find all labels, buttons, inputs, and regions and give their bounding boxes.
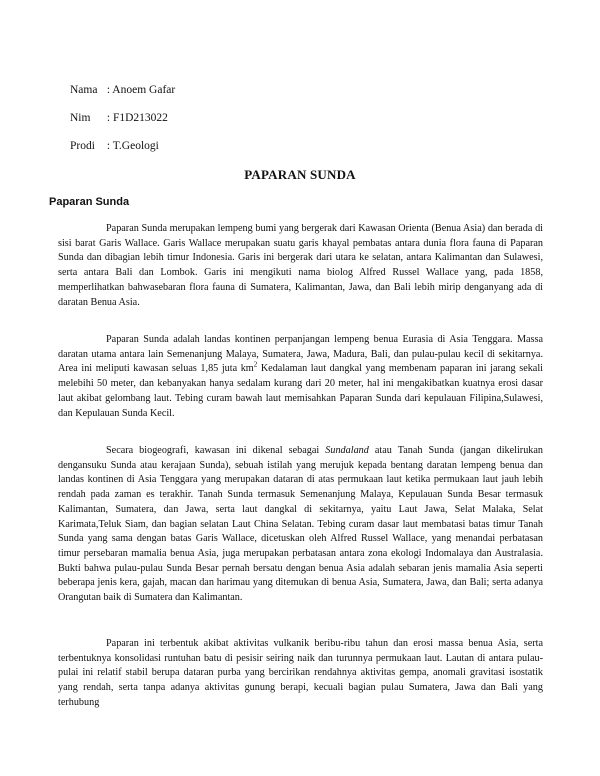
section-heading: Paparan Sunda xyxy=(49,196,130,208)
name-line xyxy=(70,84,175,96)
sundaland-term: Sundaland xyxy=(325,445,369,456)
prodi-label: Prodi xyxy=(70,140,95,152)
prodi-value: : T.Geologi xyxy=(106,140,159,152)
paragraph-4: Paparan ini terbentuk akibat aktivitas vulkanik beribu-ribu tahun dan erosi massa benua Asia, serta terbentuknya konsolidasi runtuhan batu di pesisir seiring naik dan turunnya permukaan laut. Lautan di antara pulau-pulai ini relatif stabil berupa dataran purba yang bercirikan rendahnya aktivitas gempa, anomali gravitasi isostatik yang rendah, serta tanpa adanya aktivitas gunung berapi, kecuali bagian pulau Sumatera, Jawa dan Bali yang terhubung xyxy=(58,638,543,708)
prodi-line xyxy=(70,140,159,152)
superscript-2: 2 xyxy=(253,361,258,370)
name-label: Nama xyxy=(70,84,98,96)
paragraph-2-text-a: Paparan Sunda adalah landas kontinen perpanjangan lempeng benua Eurasia di Asia Tenggara. Massa daratan utama antara lain Semenanjung Malaya, Sumatera, Jawa, Madura, Bali, dan pulau-pulau kecil di sekitarnya. Area ini meliputi kawasan seluas 1,85 juta km xyxy=(58,334,543,375)
paragraph-2 xyxy=(58,333,543,421)
nim-line xyxy=(70,112,168,124)
paragraph-2-text-b: Kedalaman laut dangkal yang membenam paparan ini jarang sekali melebihi 50 meter, dan kebanyakan hanya sedalam kurang dari 20 meter, hal ini mengakibatkan kuatnya erosi dasar laut akibat gelombang laut. Tebing curam bawah laut memisahkan Paparan Sunda dari kepulauan Filipina,Sulawesi, dan Kepulauan Sunda Kecil. xyxy=(58,363,543,419)
paragraph-1: Paparan Sunda merupakan lempeng bumi yang bergerak dari Kawasan Orienta (Benua Asia) dan berada di sisi barat Garis Wallace. Garis Wallace merupakan suatu garis khayal pembatas antara dunia flora fauna di Paparan Sunda dan dibagian lebih timur Indonesia. Garis ini bergerak dari utara ke selatan, antara Kalimantan dan Sulawesi, serta antara Bali dan Lombok. Garis ini mengikuti nama biolog Alfred Russel Wallace yang, pada 1858, memperlihatkan bahwasebaran flora fauna di Sumatera, Kalimantan, Jawa, dan Bali lebih mirip denganyang ada di daratan Benua Asia. xyxy=(58,223,543,308)
nim-label: Nim xyxy=(70,112,91,124)
nim-value: : F1D213022 xyxy=(106,112,168,124)
paragraph-3-text-a: Secara biogeografi, kawasan ini dikenal sebagai xyxy=(106,445,326,456)
paragraph-3-text-b: atau Tanah Sunda (jangan dikelirukan dengansuku Sunda atau kerajaan Sunda), sebuah istilah yang merujuk kepada bentang daratan lempeng benua dan landas kontinen di Asia Tenggara yang merupakan dataran di atas permukaan laut ketika permukaan laut jauh lebih rendah pada zaman es terakhir. Tanah Sunda termasuk Semenanjung Malaya, Kepulauan Sunda Besar termasuk Kalimantan, Sumatera, dan Jawa, serta laut dangkal di sekitarnya, yaitu Laut Jawa, Selat Malaka, Selat Karimata,Teluk Siam, dan bagian selatan Laut China Selatan. Tebing curam dasar laut membatasi batas timur Tanah Sunda yang sama dengan batas Garis Wallace, dicetuskan oleh Alfred Russel Wallace, yang menandai perbatasan timur persebaran mamalia benua Asia, juga merupakan perbatasan antara zona ekologi Indomalaya dan Australasia. Bukti bahwa pulau-pulau Sunda Besar pernah bersatu dengan benua Asia adalah sebaran jenis mamalia Asia seperti beberapa jenis kera, gajah, macan dan harimau yang ditemukan di benua Asia, Sumatera, Jawa, dan Bali; serta adanya Orangutan baik di Sumatera dan Kalimantan. xyxy=(58,445,544,604)
page-title: PAPARAN SUNDA xyxy=(244,167,356,182)
name-value: : Anoem Gafar xyxy=(106,84,176,96)
paragraph-3 xyxy=(58,444,543,606)
